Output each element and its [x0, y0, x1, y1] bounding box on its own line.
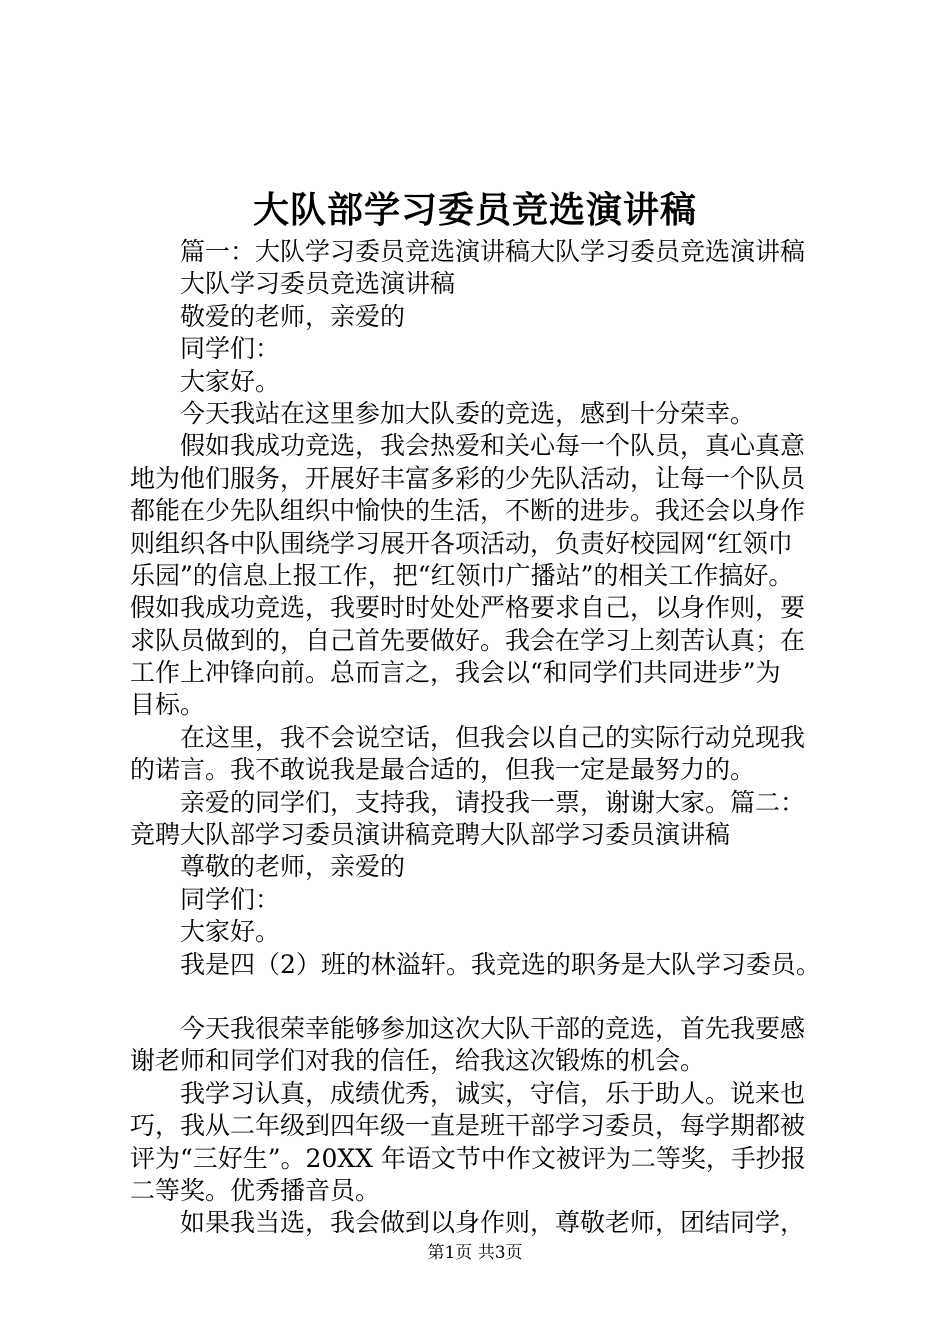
text-line: 敬爱的老师，亲爱的 [180, 301, 406, 331]
document-title: 大队部学习委员竞选演讲稿 [252, 189, 697, 231]
text-line: 篇一：大队学习委员竞选演讲稿大队学习委员竞选演讲稿 [180, 237, 806, 266]
text-line: 尊敬的老师，亲爱的 [180, 852, 406, 882]
text-line: 如果我当选，我会做到以身作则，尊敬老师，团结同学， [180, 1208, 806, 1238]
text-line: 在这里，我不会说空话，但我会以自己的实际行动兑现我 [180, 722, 806, 752]
text-line: 我是四（2）班的林溢轩。我竞选的职务是大队学习委员。 [180, 949, 821, 979]
text-line: 假如我成功竞选，我要时时处处严格要求自己，以身作则，要 [130, 593, 806, 623]
text-line: 今天我站在这里参加大队委的竞选，感到十分荣幸。 [180, 398, 756, 428]
text-line: 的诺言。我不敢说我是最合适的，但我一定是最努力的。 [130, 755, 756, 785]
text-line: 都能在少先队组织中愉快的生活，不断的进步。我还会以身作 [130, 496, 806, 526]
text-line: 大家好。 [180, 366, 281, 396]
text-line: 大队学习委员竞选演讲稿 [180, 269, 456, 299]
text-line: 求队员做到的，自己首先要做好。我会在学习上刻苦认真；在 [130, 625, 806, 655]
text-line: 目标。 [130, 690, 206, 720]
page-footer: 第1页 共3页 [427, 1243, 523, 1263]
text-line: 今天我很荣幸能够参加这次大队干部的竞选，首先我要感 [180, 1013, 806, 1043]
paragraph-gap [130, 981, 830, 1013]
text-line: 地为他们服务，开展好丰富多彩的少先队活动，让每一个队员 [130, 463, 806, 493]
text-line: 二等奖。优秀播音员。 [130, 1175, 381, 1205]
text-line: 大家好。 [180, 917, 281, 947]
text-line: 评为“三好生”。20XX 年语文节中作文被评为二等奖，手抄报 [130, 1143, 806, 1173]
text-line: 巧，我从二年级到四年级一直是班干部学习委员，每学期都被 [130, 1111, 806, 1141]
document-body [130, 236, 830, 1240]
text-line: 同学们： [180, 334, 281, 364]
text-line: 同学们： [180, 884, 281, 914]
text-line: 假如我成功竞选，我会热爱和关心每一个队员，真心真意 [180, 431, 806, 461]
text-line: 乐园”的信息上报工作，把“红领巾广播站”的相关工作搞好。 [130, 560, 794, 590]
text-line: 我学习认真，成绩优秀，诚实，守信，乐于助人。说来也 [180, 1078, 806, 1108]
text-line: 则组织各中队围绕学习展开各项活动，负责好校园网“红领巾 [130, 528, 793, 558]
text-line: 亲爱的同学们，支持我，请投我一票，谢谢大家。篇二： [180, 787, 806, 817]
text-line: 工作上冲锋向前。总而言之，我会以“和同学们共同进步”为 [130, 658, 781, 688]
text-line: 竞聘大队部学习委员演讲稿竞聘大队部学习委员演讲稿 [130, 820, 731, 850]
text-line: 谢老师和同学们对我的信任，给我这次锻炼的机会。 [130, 1046, 706, 1076]
